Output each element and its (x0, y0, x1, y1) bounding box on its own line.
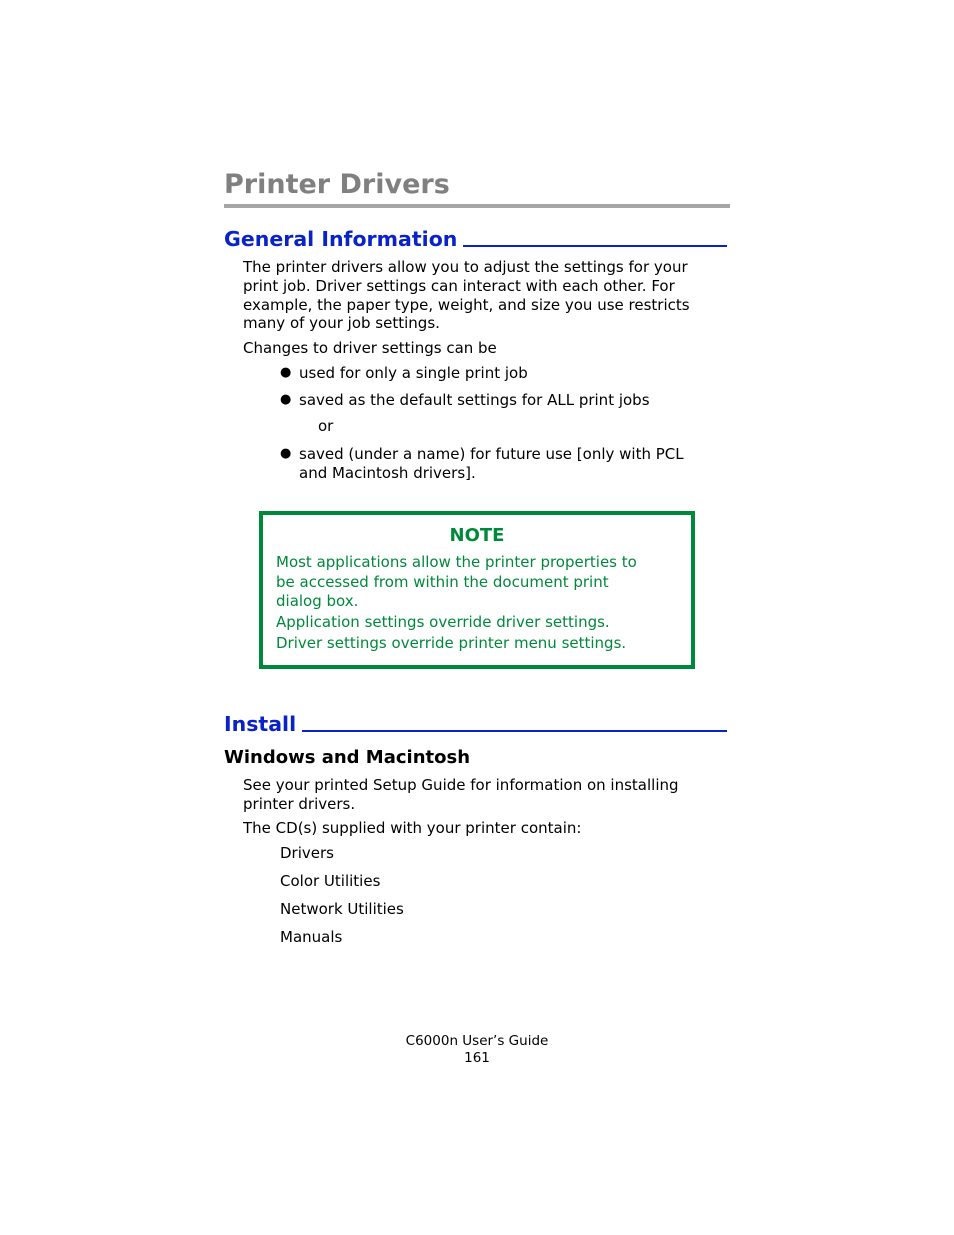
list-item: Manuals (280, 928, 343, 946)
page-number: 161 (464, 1050, 490, 1066)
page-title: Printer Drivers (224, 166, 730, 208)
bullet-icon: ● (280, 392, 292, 407)
cd-text: The CD(s) supplied with your printer contain: (243, 819, 582, 837)
note-title: NOTE (449, 525, 505, 546)
or-text: or (318, 417, 334, 435)
section-heading-install (224, 711, 727, 737)
paragraph-line: The printer drivers allow you to adjust the settings for your (243, 258, 688, 276)
footer-guide-title: C6000n User’s Guide (405, 1033, 549, 1049)
note-line: Application settings override driver settings. (276, 613, 610, 631)
paragraph-line: See your printed Setup Guide for information on installing (243, 776, 679, 794)
section-heading-general-information (224, 226, 727, 252)
note-line: Most applications allow the printer properties to (276, 553, 637, 571)
heading-rule (302, 730, 727, 732)
list-item (280, 364, 720, 383)
setup-paragraph (243, 776, 718, 814)
section-heading-label: Install (224, 712, 297, 736)
note-line: dialog box. (276, 592, 359, 610)
section-heading-label: General Information (224, 227, 458, 251)
paragraph-line: print job. Driver settings can interact with each other. For (243, 276, 675, 295)
note-line: be accessed from within the document print (276, 572, 609, 591)
list-item (280, 391, 720, 410)
list-item-text: and Macintosh drivers]. (299, 463, 476, 482)
list-item-text: saved (under a name) for future use [only with PCL (299, 445, 684, 463)
bullet-icon: ● (280, 365, 292, 380)
paragraph-line: example, the paper type, weight, and size you use restricts (243, 295, 690, 314)
bullet-icon: ● (280, 446, 292, 461)
list-item: Network Utilities (280, 900, 404, 918)
paragraph-line: many of your job settings. (243, 314, 440, 333)
list-item-text: used for only a single print job (299, 364, 528, 382)
list-item: Drivers (280, 844, 334, 862)
paragraph-line: printer drivers. (243, 794, 356, 813)
list-item-text: saved as the default settings for ALL print jobs (299, 391, 650, 409)
changes-text: Changes to driver settings can be (243, 339, 497, 357)
note-line: Driver settings override printer menu settings. (276, 634, 627, 652)
subheading-windows-macintosh: Windows and Macintosh (224, 747, 471, 768)
heading-rule (463, 245, 727, 247)
list-item (280, 445, 720, 483)
intro-paragraph (243, 258, 718, 333)
note-box (259, 511, 695, 669)
list-item: Color Utilities (280, 872, 381, 890)
